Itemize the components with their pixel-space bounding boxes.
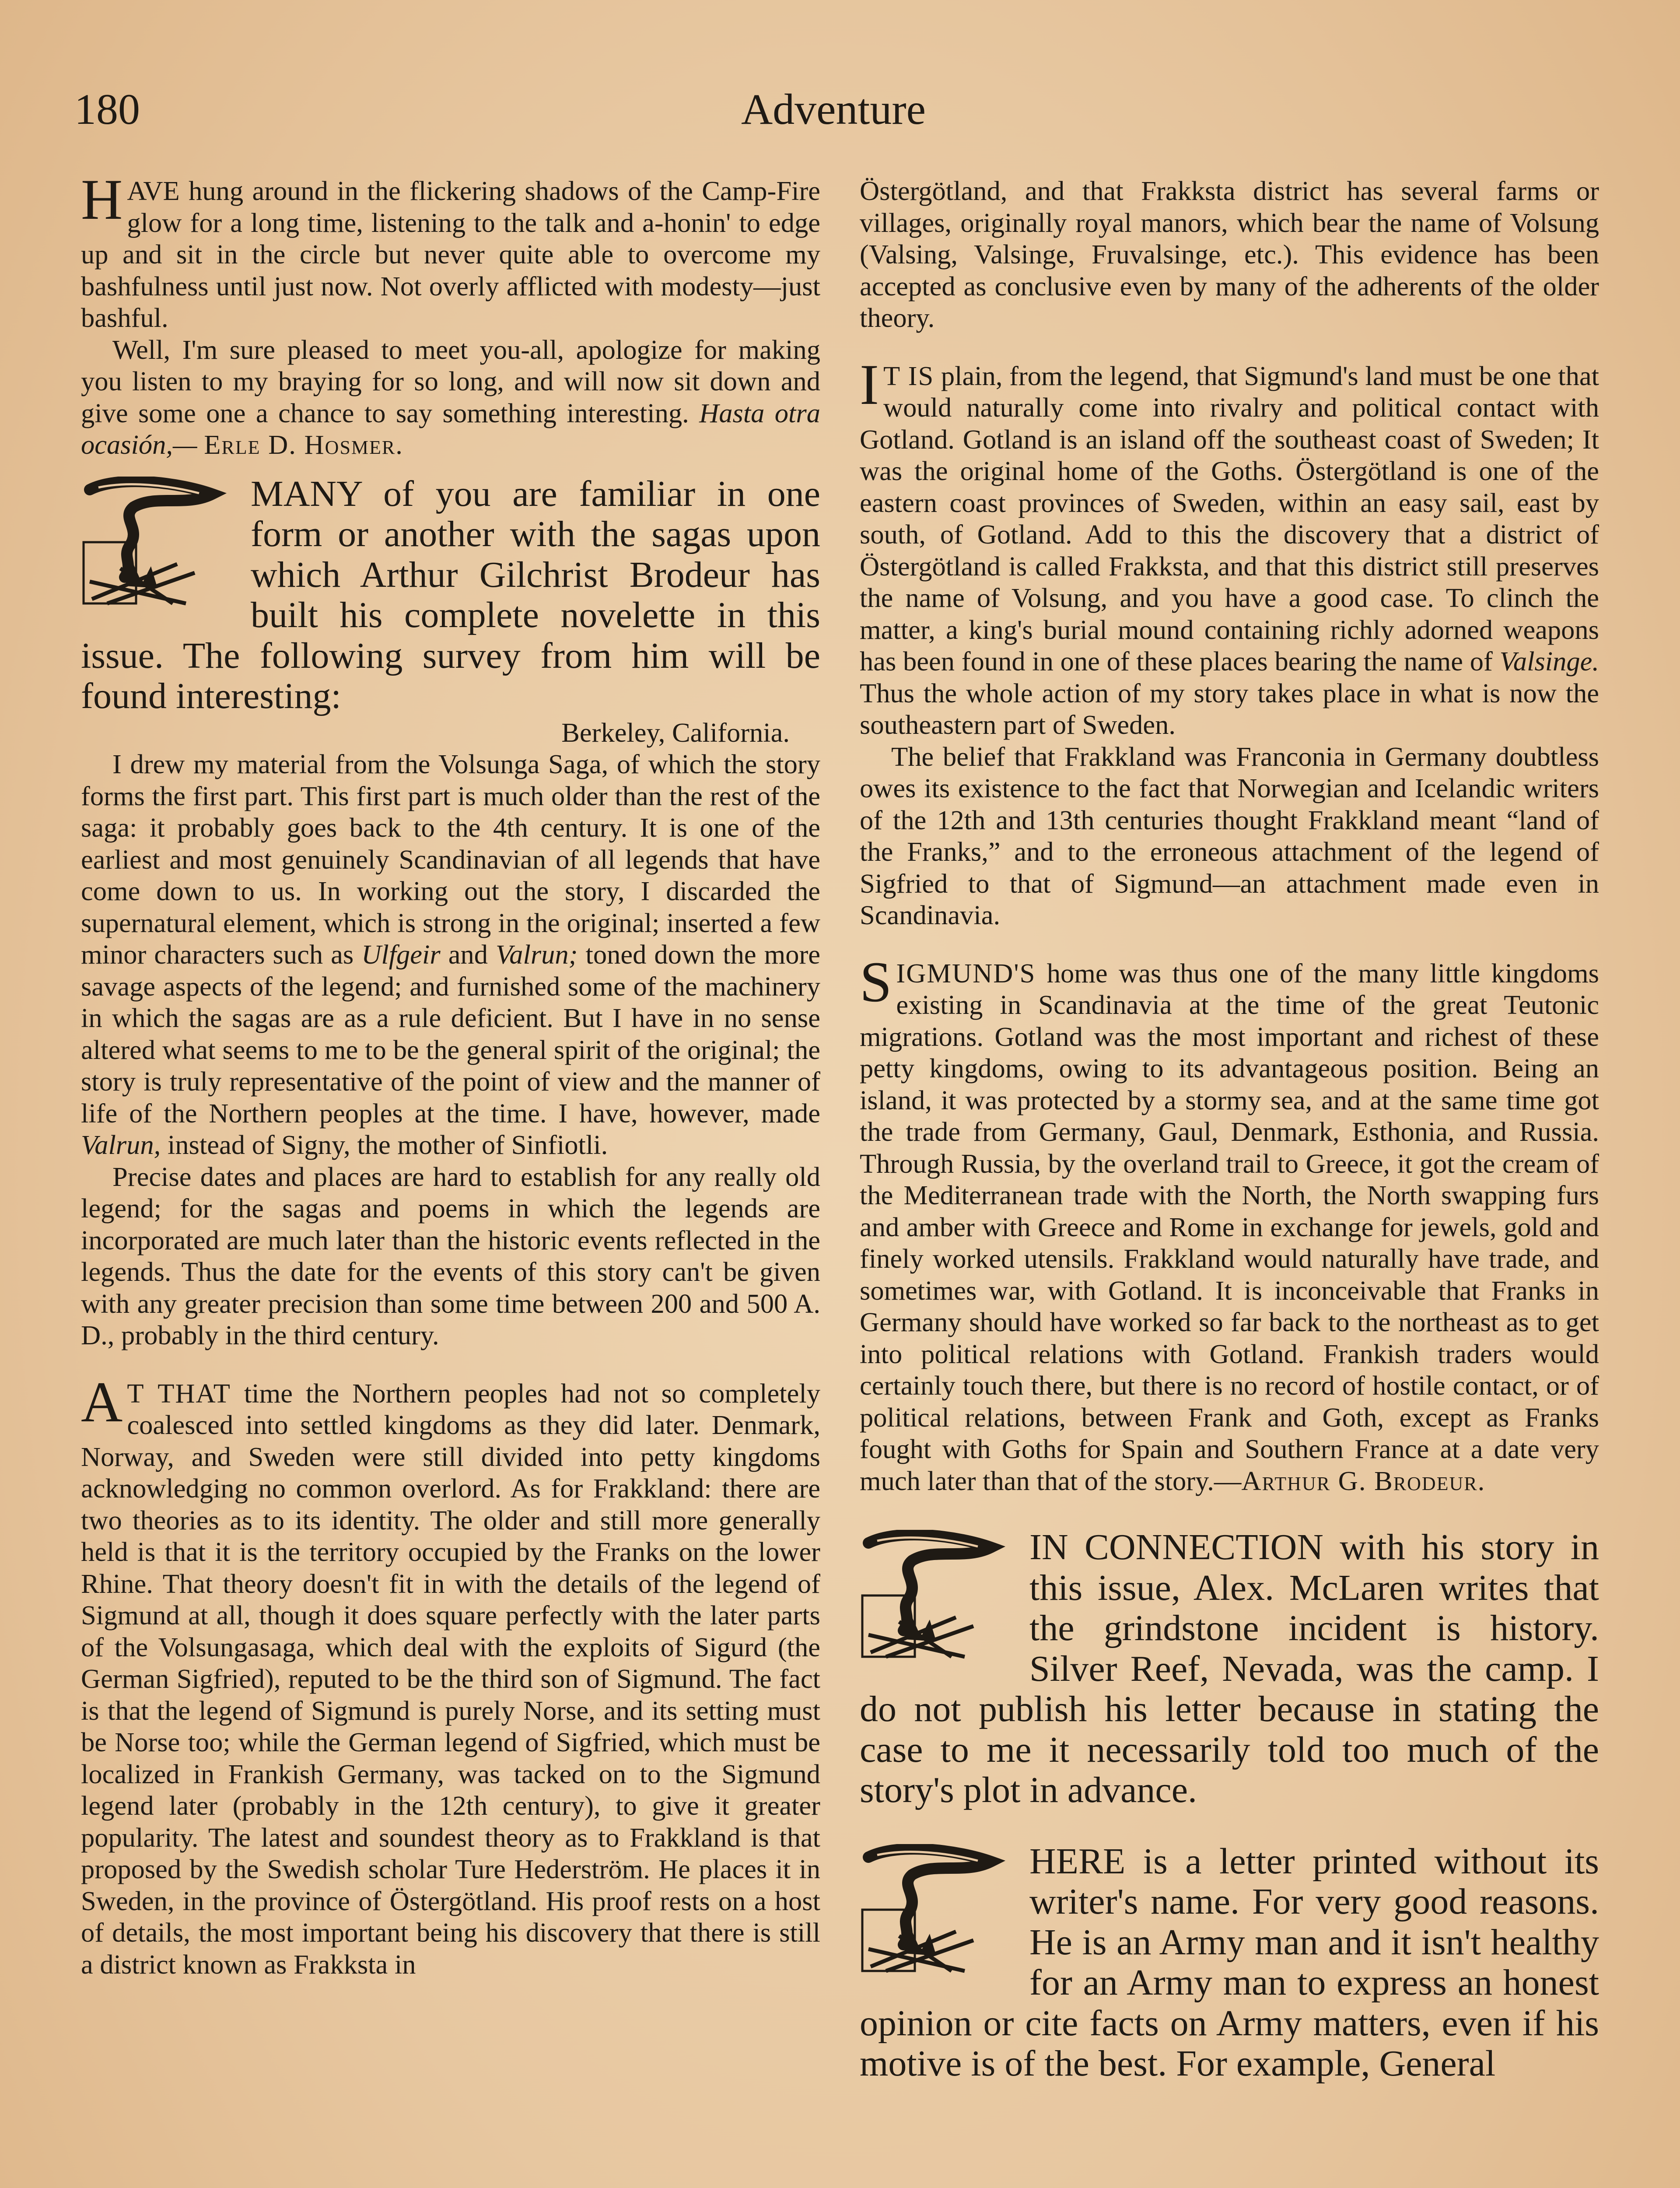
hosmer-sign-off: Hasta otra ocasión,—: [81, 397, 820, 460]
page-header: [74, 83, 1592, 149]
drop-cap: S: [860, 949, 892, 1014]
brodeur-paragraph-4: I T IS plain, from the legend, that Sigmund's land must be one that would naturally come into rivalry and political contact with Gotland. Gotland is an island off the southeast coast of Sweden; It was the original home of the Goths. Östergötland is one of the eastern coast provinces of Sweden, within an easy sail, east by south, of Gotland. Add to this the discovery that a district of Östergötland is called Frakksta, and that this district still preserves the name of Volsung, and you have a good case. To clinch the matter, a king's burial mound containing richly adorned weapons has been found in one of these places bearing the name of Valsinge. Thus the whole action of my story takes place in what is now the southeastern part of Sweden.: [860, 352, 1600, 740]
dateline: Berkeley, California.: [561, 717, 790, 748]
editor-note-connection: [860, 1527, 1599, 1811]
brodeur-paragraph-3: A T THAT time the Northern peoples had not so completely coalesced into settled kingdoms as they did later. Denmark, Norway, and Sweden were still divided into petty kingdoms acknowledging no common overlord. As for Frakkland: there are two theories as to its identity. The older and still more generally held is that it is the territory occupied by the Franks on the lower Rhine. That theory doesn't fit in with the details of the legend of Sigmund at all, though it does square perfectly with the later parts of the Volsungasaga, which deal with the exploits of Sigurd (the German Sigfried), reputed to be the third son of Sigmund. The fact is that the legend of Sigmund is purely Norse, and its setting must be Norse too; while the German legend of Sigfried, which must be localized in Frankish Germany, was tacked on to the Sigmund legend later (probably in the 12th century), to give it greater popularity. The latest and soundest theory as to Frakkland is that proposed by the Swedish scholar Ture Hederström. He places it in Sweden, in the province of Östergötland. His proof rests on a host of details, the most important being his discovery that there is still a district known as Frakksta in: [81, 1369, 820, 1980]
here-note: HERE is a letter printed without its writer's name. For very good reasons. He is an Army man and it isn't healthy for an Army man to express an honest opinion or cite facts on Army matters, even if his motive is of the best. For example, General: [860, 1841, 1599, 2084]
running-head: Adventure: [741, 85, 926, 133]
left-column: [81, 167, 820, 1980]
campfire-smoke-icon: [860, 1844, 1017, 1975]
campfire-smoke-icon: [81, 477, 238, 608]
connection-note: IN CONNECTION with his story in this issue, Alex. McLaren writes that the grindstone incident is history. Silver Reef, Nevada, was the camp. I do not publish his letter because in stating the case to me it necessarily told too much of the story's plot in advance.: [860, 1527, 1599, 1810]
campfire-smoke-icon: [860, 1530, 1017, 1661]
right-column: [860, 175, 1599, 2084]
drop-cap: I: [860, 352, 879, 417]
brodeur-signature: Arthur G. Brodeur.: [1241, 1465, 1486, 1496]
drop-cap: A: [81, 1369, 123, 1434]
editor-note-here: [860, 1841, 1599, 2084]
brodeur-continued: Östergötland, and that Frakksta district has several farms or villages, originally royal manors, which bear the name of Volsung (Valsing, Valsinge, Fruvalsinge, etc.). This evidence has been accepted as conclusive even by many of the adherents of the older theory.: [860, 175, 1599, 333]
brodeur-paragraph-5: The belief that Frakkland was Franconia in Germany doubtless owes its existence to the fact that Norwegian and Icelandic writers of the 12th and 13th centuries thought Frakkland meant “land of the Franks,” and to the erroneous attachment of the legend of Sigfried to that of Sigmund—an attachment made even in Scandinavia.: [860, 741, 1599, 930]
brodeur-paragraph-1: I drew my material from the Volsunga Saga, of which the story forms the first part. This first part is much older than the rest of the saga: it probably goes back to the 4th century. It is one of the earliest and most genuinely Scandinavian of all legends that have come down to us. In working out the story, I discarded the supernatural element, which is strong in the original; inserted a few minor characters such as Ulfgeir and Valrun; toned down the more savage aspects of the legend; and furnished some of the machinery in which the sagas are as a rule deficient. But I have in no sense altered what seems to me to be the general spirit of the original; the story is truly representative of the point of view and the manner of life of the Northern peoples at the time. I have, however, made Valrun, instead of Signy, the mother of Sinfiotli.: [81, 749, 820, 1160]
brodeur-paragraph-6: SIGMUND'S home was thus one of the many little kingdoms existing in Scandinavia at the time of the great Teutonic migrations. Gotland was the most important and richest of these petty kingdoms, owing to its advantageous position. Being an island, it was protected by a stormy sea, and at the same time got the trade from Germany, Gaul, Denmark, Esthonia, and Russia. Through Russia, by the overland trail to Greece, it got the cream of the Mediterranean trade with the North, the North swapping furs and amber with Greece and Rome in exchange for jewels, gold and finely worked utensils. Frakkland would naturally have trade, and sometimes war, with Gotland. It is inconceivable that Franks in Germany should have worked so far back to the northeast as to get into political relations with Gotland. Frankish traders would certainly touch there, but there is no record of hostile contact, or of political relations, between Frank and Goth, except as Franks fought with Goths for Spain and Southern France at a date very much later than that of the story.—Arthur G. Brodeur.: [860, 949, 1599, 1496]
hosmer-signature: Erle D. Hosmer.: [204, 429, 403, 460]
hosmer-paragraph-2: Well, I'm sure pleased to meet you-all, apologize for making you listen to my braying for so long, and will now sit down and give some one a chance to say something interesting. Hasta otra ocasión,— Erle D. Hosmer.: [81, 334, 820, 460]
drop-cap: H: [81, 167, 123, 231]
page-number: 180: [74, 85, 140, 133]
editor-note-many: [81, 474, 820, 717]
many-intro: MANY of you are familiar in one form or another with the sagas upon which Arthur Gilchrist Brodeur has built his complete novelette in this issue. The following survey from him will be found interesting:: [81, 473, 820, 716]
brodeur-paragraph-2: Precise dates and places are hard to establish for any really old legend; for the sagas and poems in which the legends are incorporated are much later than the historic events reflected in the legends. Thus the date for the events of this story can't be given with any greater precision than some time between 200 and 500 A. D., probably in the third century.: [81, 1161, 820, 1350]
hosmer-paragraph-1: HAVE hung around in the flickering shadows of the Camp-Fire glow for a long time, listening to the talk and a-honin' to edge up and sit in the circle but never quite able to overcome my bashfulness until just now. Not overly afflicted with modesty—just bashful.: [81, 167, 820, 333]
